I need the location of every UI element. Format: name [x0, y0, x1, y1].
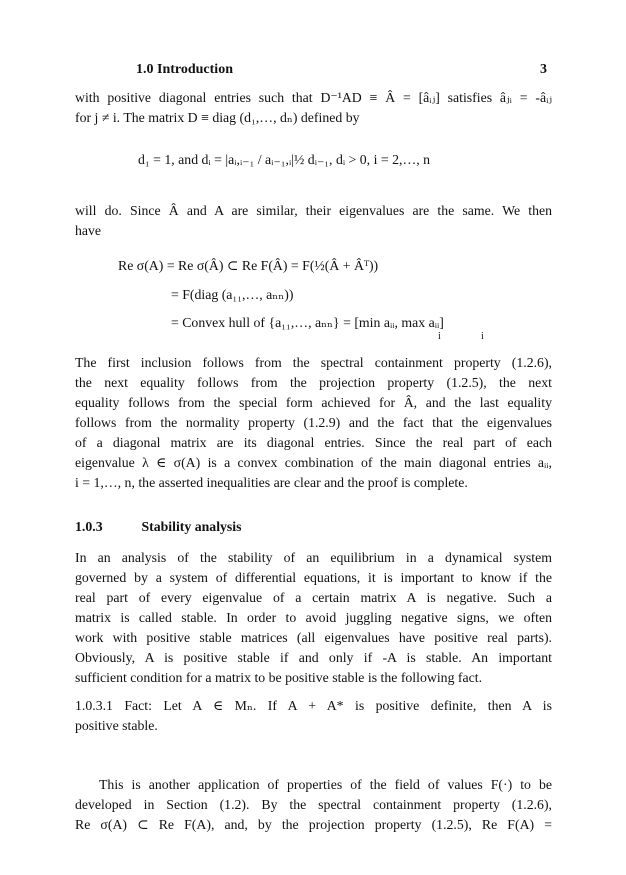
- text-line: follows from the normality property (1.2.9) and the fact that the eigenvalues: [75, 415, 552, 430]
- min-subscript: i: [438, 331, 441, 342]
- text-line: have: [75, 223, 102, 238]
- text-line: This is another application of properties of the field of values F(·) to be: [99, 777, 552, 792]
- text-line: Obviously, A is positive stable if and only if -A is stable. An important: [75, 650, 552, 665]
- text-line: governed by a system of differential equations, it is important to know if the: [75, 570, 552, 585]
- text-line: i = 1,…, n, the asserted inequalities are clear and the proof is complete.: [75, 475, 468, 490]
- text-line: the next equality follows from the projection property (1.2.5), the next: [75, 375, 552, 390]
- section-heading: [75, 519, 242, 535]
- text-line: matrix is called stable. In order to avoid juggling negative signs, we often: [75, 610, 552, 625]
- text-line: real part of every eigenvalue of a certain matrix A is negative. Such a: [75, 590, 552, 605]
- text-line: sufficient condition for a matrix to be positive stable is the following fact.: [75, 670, 483, 685]
- text-line: for j ≠ i. The matrix D ≡ diag (d₁,…, dₙ) defined by: [75, 110, 360, 125]
- running-header: [0, 62, 626, 80]
- text-line: developed in Section (1.2). By the spectral containment property (1.2.6),: [75, 797, 552, 812]
- text-line: 1.0.3.1 Fact: Let A ∈ Mₙ. If A + A* is positive definite, then A is: [75, 698, 552, 713]
- equation-line-2: = F(diag (a₁₁,…, aₙₙ)): [171, 287, 294, 302]
- equation-d-definition: d₁ = 1, and dᵢ = |aᵢ,ᵢ₋₁ / aᵢ₋₁,ᵢ|½ dᵢ₋₁, dᵢ > 0, i = 2,…, n: [138, 152, 431, 167]
- text-line: work with positive stable matrices (all eigenvalues have positive real parts).: [75, 630, 552, 645]
- equation-line-1: Re σ(A) = Re σ(Â) ⊂ Re F(Â) = F(½(Â + Âᵀ)): [118, 258, 379, 273]
- text-line: will do. Since Â and A are similar, their eigenvalues are the same. We then: [75, 203, 552, 218]
- text-line: eigenvalue λ ∈ σ(A) is a convex combination of the main diagonal entries aᵢᵢ,: [75, 455, 552, 470]
- max-subscript: i: [481, 331, 484, 342]
- paragraph-stability: [75, 548, 552, 688]
- paragraph-field-of-values: [75, 775, 552, 835]
- running-header-title: 1.0 Introduction: [136, 62, 233, 77]
- paragraph-intro: [75, 88, 552, 128]
- text-line: In an analysis of the stability of an equilibrium in a dynamical system: [75, 550, 552, 565]
- text-line: The first inclusion follows from the spectral containment property (1.2.6),: [75, 355, 552, 370]
- text-line: with positive diagonal entries such that D⁻¹AD ≡ Â = [âᵢⱼ] satisfies âⱼᵢ = -âᵢⱼ: [75, 90, 552, 105]
- paragraph-proof: [75, 353, 552, 493]
- text-line: Re σ(A) ⊂ Re F(A), and, by the projection property (1.2.5), Re F(A) =: [75, 817, 552, 832]
- equation-line-3: = Convex hull of {a₁₁,…, aₙₙ} = [min aᵢᵢ, max aᵢᵢ]: [171, 315, 444, 330]
- fact-statement: [75, 696, 552, 736]
- paragraph-similarity: [75, 201, 552, 241]
- text-line: equality follows from the special form achieved for Â, and the last equality: [75, 395, 552, 410]
- page-number: 3: [540, 62, 547, 77]
- section-number: 1.0.3: [75, 519, 103, 534]
- section-title: Stability analysis: [141, 519, 242, 534]
- text-line: positive stable.: [75, 718, 158, 733]
- text-line: of a diagonal matrix are its diagonal entries. Since the real part of each: [75, 435, 552, 450]
